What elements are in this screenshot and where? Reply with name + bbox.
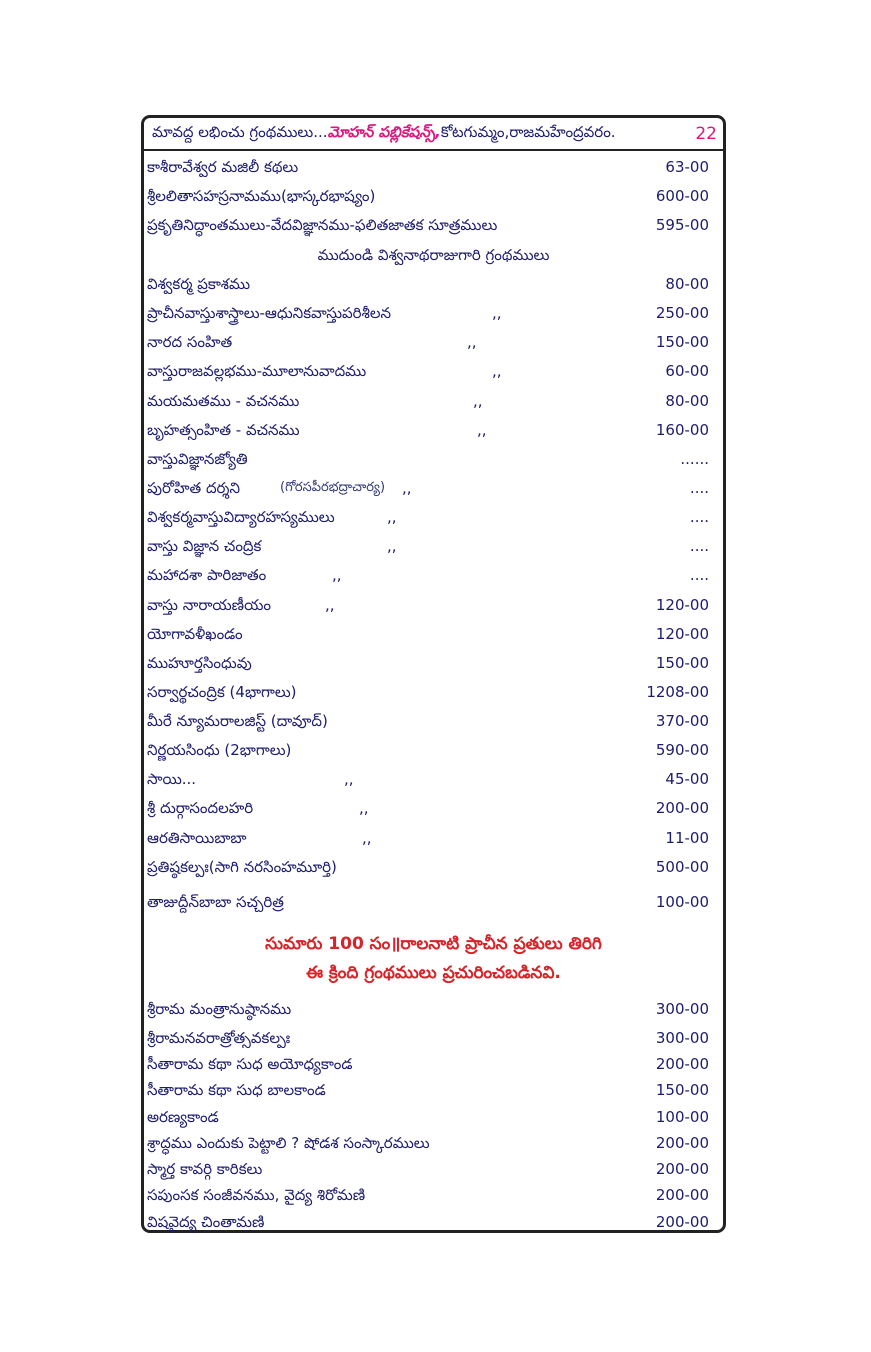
book-title: విషవైద్య చింతామణి: [147, 1213, 265, 1231]
ditto-mark: ,,: [325, 596, 335, 614]
book-price: 80-00: [665, 275, 709, 293]
publisher-place: కోటగుమ్మం,రాజమహేంద్రవరం.: [440, 122, 616, 141]
author-subheading: ముదుండి విశ్వనాథరాజుగారి గ్రంథములు: [317, 246, 550, 264]
book-row: [147, 708, 723, 734]
ditto-mark: ,,: [402, 479, 412, 497]
book-price: 590-00: [655, 741, 709, 759]
book-price: 300-00: [655, 1029, 709, 1047]
book-row: [147, 562, 723, 588]
book-price: ....: [689, 566, 709, 584]
book-title: మహాదశా పారిజాతం: [147, 566, 267, 584]
book-row: [147, 1051, 723, 1077]
book-price: ....: [689, 479, 709, 497]
book-price: ......: [680, 450, 709, 468]
book-price: ....: [689, 537, 709, 555]
book-row: [147, 592, 723, 618]
book-title: సీతారామ కథా సుధ అయోధ్యకాండ: [147, 1055, 353, 1073]
book-title: సర్వార్థచంద్రిక (4భాగాలు): [147, 683, 297, 701]
book-title: అరణ్యకాండ: [147, 1108, 219, 1126]
book-title: నారద సంహిత: [147, 333, 233, 351]
book-row: [147, 154, 723, 180]
book-price: 80-00: [665, 392, 709, 410]
book-price: 100-00: [655, 1108, 709, 1126]
book-title: వాస్తు విజ్ఞాన చంద్రిక: [147, 537, 262, 555]
book-price: 1208-00: [646, 683, 709, 701]
ditto-mark: ,,: [477, 421, 487, 439]
book-row: [147, 358, 723, 384]
book-price: 500-00: [655, 858, 709, 876]
book-price: 120-00: [655, 596, 709, 614]
book-price: ....: [689, 508, 709, 526]
book-title: తాజుద్దీన్‌బాబా సచ్చరిత్ర: [147, 893, 284, 911]
book-price: 100-00: [655, 893, 709, 911]
book-price: 200-00: [655, 1213, 709, 1231]
book-price: 63-00: [665, 158, 709, 176]
ditto-mark: ,,: [359, 799, 369, 817]
book-row: [147, 533, 723, 559]
book-row: [147, 679, 723, 705]
book-row: [147, 271, 723, 297]
book-price: 370-00: [655, 712, 709, 730]
list-header: [144, 118, 723, 151]
book-price: 11-00: [665, 829, 709, 847]
book-title: విశ్వకర్మ ప్రకాశము: [147, 275, 251, 293]
book-row: [147, 504, 723, 530]
book-row: [147, 1077, 723, 1103]
book-price: 120-00: [655, 625, 709, 643]
book-row: [147, 417, 723, 443]
page-number: 22: [695, 123, 717, 144]
book-row: [147, 388, 723, 414]
book-price: 200-00: [655, 1160, 709, 1178]
book-price: 200-00: [655, 1055, 709, 1073]
book-price: 150-00: [655, 333, 709, 351]
book-row: [147, 795, 723, 821]
book-row: [147, 650, 723, 676]
book-price: 45-00: [665, 770, 709, 788]
book-price: 250-00: [655, 304, 709, 322]
ditto-mark: ,,: [467, 333, 477, 351]
publisher-name: మోహన్ పబ్లికేషన్స్,: [327, 122, 441, 141]
book-row: [147, 825, 723, 851]
book-title: బృహత్సంహిత - వచనము: [147, 421, 300, 439]
book-price: 200-00: [655, 1186, 709, 1204]
book-price: 600-00: [655, 187, 709, 205]
book-price: 150-00: [655, 1081, 709, 1099]
book-row: [147, 446, 723, 472]
book-title: కాశీరావేశ్వర మజిలీ కథలు: [147, 158, 299, 176]
book-row: [147, 737, 723, 763]
book-title: శ్రీలలితాసహస్రనామము(భాస్కరభాష్యం): [147, 187, 376, 205]
book-title: వాస్తురాజవల్లభము-మూలానువాదము: [147, 362, 367, 380]
book-title: ప్రాచీనవాస్తుశాస్త్రాలు-ఆధునికవాస్తుపరిశీలన: [147, 304, 391, 322]
book-row: [147, 300, 723, 326]
book-title: మీరే న్యూమరాలజిస్ట్ (దావూద్): [147, 712, 328, 730]
book-row: [147, 1130, 723, 1156]
book-title: విశ్వకర్మవాస్తువిద్యారహస్యములు: [147, 508, 335, 526]
book-title: ప్రకృతినిద్ధాంతములు-వేదవిజ్ఞానము-ఫలితజాతక సూత్రములు: [147, 216, 498, 234]
book-price: 200-00: [655, 799, 709, 817]
reprint-banner-line-2: ఈ క్రింది గ్రంథములు ప్రచురించబడినవి.: [306, 963, 561, 983]
book-price: 60-00: [665, 362, 709, 380]
book-title: మయమతము - వచనము: [147, 392, 300, 410]
book-row: [147, 475, 723, 501]
reprint-banner-line-1: సుమారు 100 సం॥రాలనాటి ప్రాచీన ప్రతులు తిరిగి: [265, 934, 602, 954]
book-author-note: (గోరసపీరభద్రాచార్య): [280, 480, 386, 495]
book-price: 200-00: [655, 1134, 709, 1152]
book-title: శ్రీ దుర్గాసందలహరి: [147, 799, 254, 817]
book-price: 300-00: [655, 1000, 709, 1018]
book-price: 160-00: [655, 421, 709, 439]
book-title: వాస్తువిజ్ఞానజ్యోతి: [147, 450, 248, 468]
ditto-mark: ,,: [492, 304, 502, 322]
book-row: [147, 621, 723, 647]
book-price: 595-00: [655, 216, 709, 234]
ditto-mark: ,,: [344, 770, 354, 788]
ditto-mark: ,,: [362, 829, 372, 847]
book-title: నిర్ణయసింధు (2భాగాలు): [147, 741, 292, 759]
book-title: యోగావళీఖండం: [147, 625, 243, 643]
book-row: [147, 1156, 723, 1182]
book-title: స్మార్త కావర్గి కారికలు: [147, 1160, 263, 1178]
book-title: సాయి...: [147, 770, 197, 788]
book-row: [147, 329, 723, 355]
ditto-mark: ,,: [473, 392, 483, 410]
header-prefix: మావద్ద లభించు గ్రంథములు...: [152, 122, 328, 141]
book-title: ఆరతిసాయిబాబా: [147, 829, 247, 847]
book-title: సపుంసక సంజీవనము, వైద్య శిరోమణి: [147, 1186, 366, 1204]
book-row: [147, 996, 723, 1022]
book-title: సీతారామ కథా సుధ బాలకాండ: [147, 1081, 326, 1099]
book-row: [147, 889, 723, 915]
book-title: పురోహిత దర్శని: [147, 479, 240, 497]
book-price: 150-00: [655, 654, 709, 672]
ditto-mark: ,,: [492, 362, 502, 380]
book-title: ముహూర్తసింధువు: [147, 654, 252, 672]
ditto-mark: ,,: [387, 537, 397, 555]
book-row: [147, 1104, 723, 1130]
book-row: [147, 183, 723, 209]
book-row: [147, 766, 723, 792]
book-row: [147, 1025, 723, 1051]
ditto-mark: ,,: [387, 508, 397, 526]
book-row: [147, 1209, 723, 1235]
book-title: ప్రతిష్ఠకల్పః(సాగి నరసింహమూర్తి): [147, 858, 337, 876]
book-row: [147, 1182, 723, 1208]
book-title: వాస్తు నారాయణీయం: [147, 596, 271, 614]
book-list-frame: [141, 115, 726, 1233]
ditto-mark: ,,: [332, 566, 342, 584]
book-title: శ్రీరామనవరాత్రోత్సవకల్పః: [147, 1029, 291, 1047]
book-row: [147, 212, 723, 238]
book-title: శ్రాద్ధము ఎందుకు పెట్టాలి ? షోడశ సంస్కారములు: [147, 1134, 430, 1152]
book-row: [147, 854, 723, 880]
book-title: శ్రీరామ మంత్రానుష్ఠానము: [147, 1000, 292, 1018]
